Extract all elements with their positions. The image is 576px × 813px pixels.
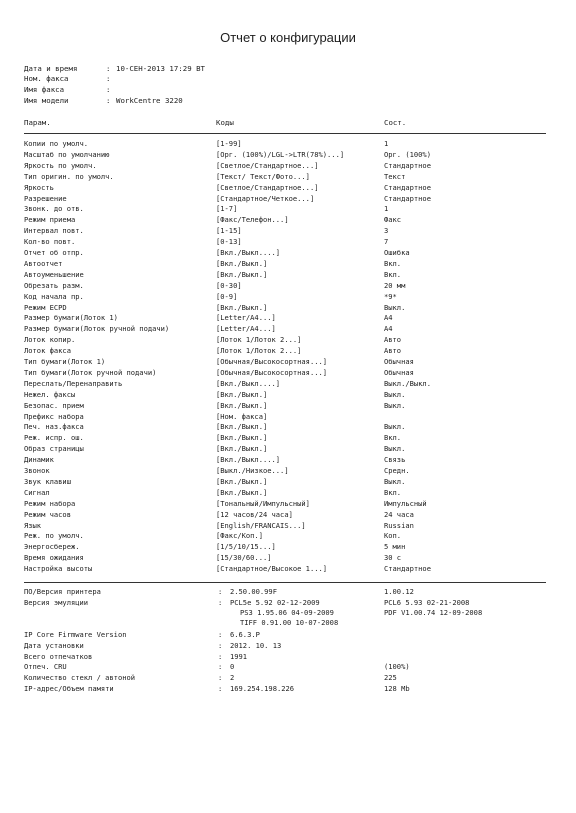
system-colon: : <box>218 673 223 682</box>
param-state: Авто <box>384 335 402 345</box>
param-state: A4 <box>384 324 393 334</box>
param-name: Копии по умолч. <box>24 139 89 148</box>
table-row <box>0 270 576 280</box>
param-state: Текст <box>384 171 406 181</box>
param-code: [12 часов/24 часа] <box>216 509 293 519</box>
param-state: Обычная <box>384 357 414 366</box>
param-code: [English/FRANCAIS...] <box>216 520 306 530</box>
param-name: Лоток факса <box>24 346 71 356</box>
param-state: Орг. (100%) <box>384 149 431 159</box>
param-code: [Лоток 1/Лоток 2...] <box>216 335 302 345</box>
table-row <box>0 542 576 552</box>
header-label: Имя факса <box>24 85 65 94</box>
param-code: [Вкл./Выкл.] <box>216 269 268 279</box>
param-state: 5 мин <box>384 542 406 552</box>
page-title: Отчет о конфигурации <box>220 30 356 45</box>
param-name: Звонк. до отв. <box>24 204 84 214</box>
table-row <box>0 324 576 334</box>
system-label: Отпеч. CRU <box>24 662 67 671</box>
param-state: Средн. <box>384 466 410 475</box>
param-name: Сигнал <box>24 487 50 497</box>
param-name: Яркость по умолч. <box>24 160 97 170</box>
param-name: Тип бумаги(Лоток 1) <box>24 357 106 366</box>
table-row <box>0 510 576 520</box>
param-name: Автоуменьшение <box>24 269 84 279</box>
system-extra: PDF V1.00.74 12-09-2008 <box>384 608 483 617</box>
param-name: Режим набора <box>24 498 76 508</box>
table-row <box>0 172 576 182</box>
param-code: [Вкл./Выкл.] <box>216 444 268 454</box>
table-row <box>0 422 576 432</box>
header-colon: : <box>106 64 111 73</box>
param-code: [0-13] <box>216 237 242 247</box>
param-name: Реж. испр. ош. <box>24 433 84 443</box>
param-name: Интервал повт. <box>24 226 84 236</box>
table-row <box>0 346 576 356</box>
table-row <box>0 183 576 193</box>
param-name: Масштаб по умолчанию <box>24 149 110 159</box>
param-state: Вкл. <box>384 258 402 268</box>
param-name: Режим ECPD <box>24 302 67 312</box>
system-colon: : <box>218 587 223 596</box>
param-state: Стандартное <box>384 160 431 170</box>
param-code: [15/30/60...] <box>216 553 272 563</box>
system-value: 2012. 10. 13 <box>230 641 282 650</box>
param-code: [Вкл./Выкл.] <box>216 433 268 443</box>
table-row <box>0 379 576 389</box>
param-name: Обрезать разм. <box>24 280 84 290</box>
param-code: [Лоток 1/Лоток 2...] <box>216 346 302 356</box>
table-row <box>0 237 576 247</box>
param-state: 20 мм <box>384 280 406 290</box>
system-extra: PCL6 5.93 02-21-2008 <box>384 598 470 607</box>
param-code: [Вкл./Выкл.] <box>216 487 268 497</box>
param-code: [Обычная/Высокосортная...] <box>216 367 328 377</box>
column-header-state: Сост. <box>384 118 407 127</box>
table-row <box>0 564 576 574</box>
table-row <box>0 204 576 214</box>
system-extra: (100%) <box>384 662 410 671</box>
param-state: Выкл. <box>384 389 406 399</box>
param-code: [Вкл./Выкл.] <box>216 400 268 410</box>
param-name: Время ожидания <box>24 553 84 563</box>
param-code: [Ном. факса] <box>216 411 268 421</box>
param-name: Звук клавиш <box>24 476 71 486</box>
table-row <box>0 433 576 443</box>
param-code: [Стандартное/Высокое 1...] <box>216 564 328 574</box>
system-colon: : <box>218 598 223 607</box>
param-code: [Факс/Коп.] <box>216 531 263 541</box>
param-name: Режим приема <box>24 215 76 225</box>
system-colon: : <box>218 662 223 671</box>
param-code: [Тональный/Импульсный] <box>216 498 310 508</box>
system-extra: 128 Mb <box>384 684 410 693</box>
column-header-param: Парам. <box>24 118 51 127</box>
column-header-code: Коды <box>216 118 234 127</box>
param-code: [Факс/Телефон...] <box>216 215 289 225</box>
param-state: Вкл. <box>384 487 402 497</box>
param-name: Режим часов <box>24 509 71 519</box>
header-value: WorkCentre 3220 <box>116 96 183 105</box>
param-code: [0-30] <box>216 280 242 290</box>
table-row <box>0 499 576 509</box>
table-row <box>0 488 576 498</box>
table-row <box>0 357 576 367</box>
param-state: 3 <box>384 226 389 236</box>
param-code: [Вкл./Выкл.] <box>216 389 268 399</box>
param-code: [Обычная/Высокосортная...] <box>216 357 328 366</box>
table-row <box>0 477 576 487</box>
param-state: 24 часа <box>384 509 414 519</box>
system-extra: 225 <box>384 673 397 682</box>
table-row <box>0 444 576 454</box>
system-value: TIFF 0.91.00 10-07-2008 <box>240 618 339 627</box>
param-code: [Вкл./Выкл.] <box>216 302 268 312</box>
system-colon: : <box>218 652 223 661</box>
param-name: Отчет об отпр. <box>24 248 84 257</box>
table-row <box>0 412 576 422</box>
system-value: PCL5e 5.92 02-12-2009 <box>230 598 320 607</box>
header-colon: : <box>106 74 111 83</box>
param-name: Образ страницы <box>24 444 84 454</box>
system-label: IP Core Firmware Version <box>24 630 127 639</box>
param-name: Размер бумаги(Лоток ручной подачи) <box>24 324 170 334</box>
system-colon: : <box>218 630 223 639</box>
param-name: Нежел. факсы <box>24 389 76 399</box>
system-label: Дата установки <box>24 641 84 650</box>
param-state: A4 <box>384 313 393 323</box>
param-state: Ошибка <box>384 248 410 257</box>
system-value: 0 <box>230 662 235 671</box>
table-row <box>0 466 576 476</box>
system-value: 169.254.198.226 <box>230 684 295 693</box>
param-state: Вкл. <box>384 433 402 443</box>
table-row <box>0 139 576 149</box>
table-row <box>0 455 576 465</box>
param-state: Обычная <box>384 367 414 377</box>
param-name: Лоток копир. <box>24 335 76 345</box>
table-row <box>0 259 576 269</box>
system-value: 2.50.00.99F <box>230 587 277 596</box>
param-name: Тип оригин. по умолч. <box>24 171 114 181</box>
param-name: Печ. наз.факса <box>24 422 84 432</box>
param-state: 1 <box>384 139 389 148</box>
param-code: [Letter/A4...] <box>216 313 276 323</box>
param-name: Префикс набора <box>24 411 84 421</box>
param-state: Факс <box>384 215 402 225</box>
param-code: [Вкл./Выкл.] <box>216 258 268 268</box>
param-name: Энергосбереж. <box>24 542 80 552</box>
table-row <box>0 226 576 236</box>
param-name: Язык <box>24 520 42 530</box>
table-bottom-rule <box>24 582 546 583</box>
param-code: [Светлое/Стандартное...] <box>216 160 319 170</box>
param-name: Кол-во повт. <box>24 237 76 247</box>
header-label: Дата и время <box>24 64 78 73</box>
system-label: Количество стекл / автоной <box>24 673 136 682</box>
system-label: IP-адрес/Объем памяти <box>24 684 114 693</box>
system-label: Всего отпечатков <box>24 652 93 661</box>
header-colon: : <box>106 96 111 105</box>
param-code: [Вкл./Выкл....] <box>216 378 281 388</box>
param-name: Звонок <box>24 466 50 475</box>
system-value: 6.6.3.P <box>230 630 260 639</box>
param-code: [1-7] <box>216 204 238 214</box>
header-label: Ном. факса <box>24 74 69 83</box>
param-state: Russian <box>384 520 414 530</box>
param-state: Вкл. <box>384 269 402 279</box>
param-code: [Выкл./Низкое...] <box>216 466 289 475</box>
system-label: Версия эмуляции <box>24 598 89 607</box>
param-state: Коп. <box>384 531 402 541</box>
header-label: Имя модели <box>24 96 69 105</box>
param-name: Безопас. прием <box>24 400 84 410</box>
table-row <box>0 313 576 323</box>
param-name: Размер бумаги(Лоток 1) <box>24 313 118 323</box>
table-row <box>0 390 576 400</box>
param-state: Выкл. <box>384 476 406 486</box>
param-name: Яркость <box>24 182 54 192</box>
param-state: Выкл./Выкл. <box>384 378 431 388</box>
table-row <box>0 150 576 160</box>
param-state: Выкл. <box>384 422 406 432</box>
param-code: [Стандартное/Четкое...] <box>216 193 315 203</box>
param-name: Динамик <box>24 455 54 465</box>
system-value: PS3 1.95.06 04-09-2009 <box>240 608 334 617</box>
param-state: Импульсный <box>384 498 427 508</box>
table-row <box>0 335 576 345</box>
table-row <box>0 194 576 204</box>
param-state: Авто <box>384 346 402 356</box>
table-row <box>0 281 576 291</box>
param-state: *9* <box>384 291 397 301</box>
param-code: [Светлое/Стандартное...] <box>216 182 319 192</box>
table-row <box>0 215 576 225</box>
table-row <box>0 292 576 302</box>
param-state: 7 <box>384 237 389 247</box>
param-state: Связь <box>384 455 406 465</box>
table-row <box>0 161 576 171</box>
system-value: 2 <box>230 673 235 682</box>
param-name: Реж. по умолч. <box>24 531 84 541</box>
param-code: [1-15] <box>216 226 242 236</box>
param-code: [Letter/A4...] <box>216 324 276 334</box>
param-code: [Вкл./Выкл....] <box>216 248 281 257</box>
param-code: [Вкл./Выкл.] <box>216 422 268 432</box>
system-colon: : <box>218 641 223 650</box>
param-code: [Текст/ Текст/Фото...] <box>216 171 310 181</box>
param-state: Стандартное <box>384 193 431 203</box>
param-state: 1 <box>384 204 389 214</box>
param-state: Стандартное <box>384 182 431 192</box>
table-row <box>0 303 576 313</box>
table-row <box>0 521 576 531</box>
system-label: ПО/Версия принтера <box>24 587 101 596</box>
param-code: [Вкл./Выкл.] <box>216 476 268 486</box>
param-code: [1/5/10/15...] <box>216 542 276 552</box>
header-colon: : <box>106 85 111 94</box>
param-name: Переслать/Перенаправить <box>24 378 123 388</box>
param-name: Автоотчет <box>24 258 63 268</box>
param-code: [Орг. (100%)/LGL->LTR(78%)...] <box>216 149 345 159</box>
table-row <box>0 248 576 258</box>
table-row <box>0 368 576 378</box>
system-extra: 1.00.12 <box>384 587 414 596</box>
param-code: [Вкл./Выкл....] <box>216 455 281 465</box>
param-name: Настройка высоты <box>24 564 93 574</box>
param-state: 30 с <box>384 553 402 563</box>
system-colon: : <box>218 684 223 693</box>
param-state: Выкл. <box>384 444 406 454</box>
param-state: Стандартное <box>384 564 431 574</box>
header-value: 10-СЕН-2013 17:29 ВТ <box>116 64 205 73</box>
table-row <box>0 401 576 411</box>
system-value: 1991 <box>230 652 248 661</box>
param-name: Тип бумаги(Лоток ручной подачи) <box>24 367 157 377</box>
table-top-rule <box>24 133 546 134</box>
param-name: Разрешение <box>24 193 67 203</box>
param-state: Выкл. <box>384 302 406 312</box>
param-name: Код начала пр. <box>24 291 84 301</box>
table-row <box>0 553 576 563</box>
param-code: [1-99] <box>216 139 242 148</box>
param-code: [0-9] <box>216 291 238 301</box>
table-row <box>0 531 576 541</box>
param-state: Выкл. <box>384 400 406 410</box>
